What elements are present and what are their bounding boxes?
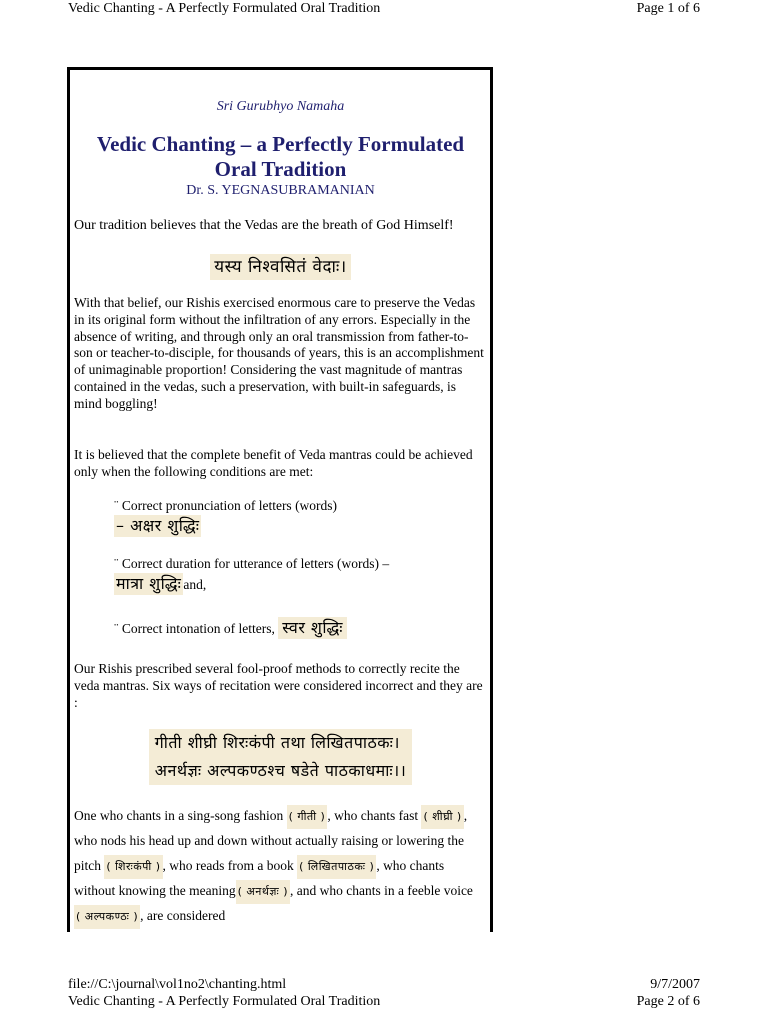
fault-sanskrit-alpakantha: ( अल्पकण्ठः ) [74, 905, 140, 929]
verse [149, 729, 413, 785]
sanskrit-quote: यस्य निश्वसितं वेदाः। [210, 254, 351, 280]
fault-text-5: , who chants without knowing the meaning [74, 857, 445, 898]
condition-3-sanskrit: स्वर शुद्धिः [278, 617, 347, 639]
footer-file-path: file://C:\journal\vol1no2\chanting.html [68, 977, 287, 992]
footer-date: 9/7/2007 [650, 977, 700, 992]
article-title-line-2: Oral Tradition [214, 157, 347, 181]
condition-2-text: ¨ Correct duration for utterance of letters (words) – [114, 556, 390, 571]
fault-sanskrit-likhitapathaka: ( लिखितपाठकः ) [297, 855, 376, 879]
fault-sanskrit-shighri: ( शीघ्री ) [421, 805, 463, 829]
paragraph-incorrect-methods: Our Rishis prescribed several fool-proof methods to correctly recite the veda mantras. Six ways of recitation were considered incorrect and they are : [74, 661, 483, 710]
condition-1 [114, 498, 484, 537]
article-title-line-1: Vedic Chanting – a Perfectly Formulated [96, 132, 465, 156]
footer-next-title: Vedic Chanting - A Perfectly Formulated Oral Tradition [68, 994, 381, 1009]
condition-3-text: ¨ Correct intonation of letters, [114, 621, 275, 636]
fault-text-3: , who nods his head up and down without actually raising or lowering the pitch [74, 808, 468, 873]
page-header-number: Page 1 of 6 [636, 1, 700, 16]
condition-3 [114, 617, 484, 639]
intro-paragraph: Our tradition believes that the Vedas are the breath of God Himself! [74, 218, 454, 233]
invocation: Sri Gurubhyo Namaha [216, 99, 345, 114]
condition-1-sanskrit: – अक्षर शुद्धिः [116, 515, 200, 535]
fault-sanskrit-giti: ( गीती ) [287, 805, 328, 829]
article-frame [67, 67, 493, 932]
fault-text-1: One who chants in a sing-song fashion [74, 808, 284, 823]
verse-block [74, 729, 487, 785]
author: Dr. S. YEGNASUBRAMANIAN [186, 183, 375, 198]
fault-sanskrit-anarthajna: ( अनर्थज्ञः ) [236, 880, 290, 904]
page-header-title: Vedic Chanting - A Perfectly Formulated Oral Tradition [68, 1, 381, 16]
condition-1-text: ¨ Correct pronunciation of letters (words) [114, 498, 338, 513]
fault-text-4: , who reads from a book [162, 857, 294, 873]
fault-text-2: , who chants fast [327, 808, 419, 823]
fault-text-7: and who chants in a feeble voice [296, 882, 473, 898]
condition-2-tail: and, [183, 576, 207, 592]
verse-line-2: अनर्थज्ञः अल्पकण्ठश्च षडेते पाठकाधमाः।। [154, 761, 407, 780]
condition-2-sanskrit: मात्रा शुद्धिः [116, 573, 182, 593]
paragraph-six-faults [74, 804, 487, 929]
article-title [74, 132, 487, 182]
fault-text-6: , [290, 882, 294, 898]
fault-sanskrit-shirahkampi: ( शिरःकंपी ) [104, 855, 162, 879]
fault-text-8: , are considered [140, 908, 226, 924]
paragraph-rishis-care: With that belief, our Rishis exercised enormous care to preserve the Vedas in its original form without the infiltration of any errors. Especially in the absence of writing, and through only an oral transmission from father-to- son or teacher-to-disciple, for thousands of years, this is an accomplishment of unimaginable proportion! Considering the vast magnitude of mantras contained in the vedas, such a preservation, with built-in safeguards, is mind boggling! [74, 295, 484, 411]
verse-line-1: गीती शीघ्री शिरःकंपी तथा लिखितपाठकः। [154, 733, 400, 752]
footer-next-page: Page 2 of 6 [636, 994, 700, 1009]
sanskrit-quote-wrap [74, 254, 487, 280]
condition-2 [114, 556, 484, 595]
paragraph-conditions-intro: It is believed that the complete benefit of Veda mantras could be achieved only when the following conditions are met: [74, 447, 473, 479]
